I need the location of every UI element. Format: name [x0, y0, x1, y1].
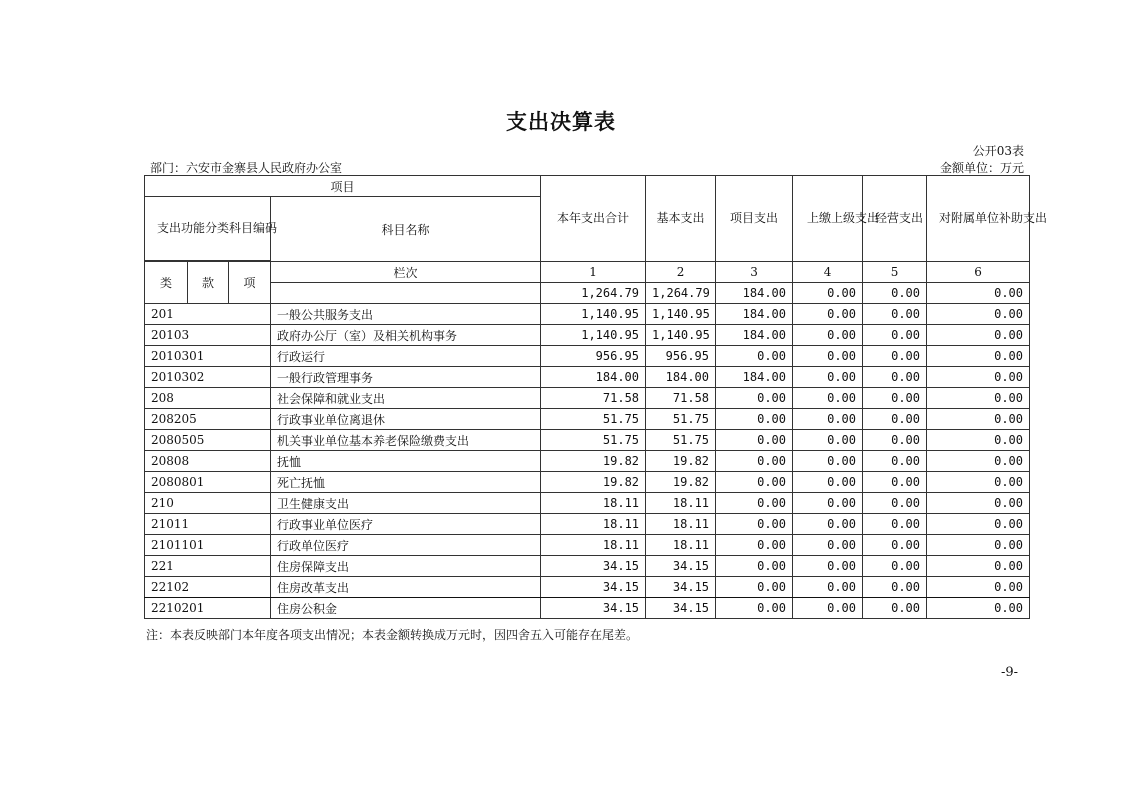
- document-title: 支出决算表: [506, 110, 616, 134]
- row-value: 0.00: [793, 535, 863, 556]
- page-number: -9-: [1000, 665, 1018, 680]
- row-value: 71.58: [646, 388, 716, 409]
- row-value: 0.00: [927, 304, 1030, 325]
- row-value: 0.00: [927, 451, 1030, 472]
- col-number-5: 5: [863, 262, 927, 283]
- row-value: 0.00: [793, 493, 863, 514]
- row-value: 0.00: [863, 388, 927, 409]
- row-name: 住房公积金: [271, 598, 541, 619]
- row-code: 2210201: [145, 598, 271, 619]
- row-value: 34.15: [646, 556, 716, 577]
- row-value: 0.00: [927, 577, 1030, 598]
- header-subsidy: 对附属单位补助支出: [927, 176, 1030, 262]
- header-xiang: 项: [229, 262, 271, 304]
- row-code: 208205: [145, 409, 271, 430]
- row-value: 0.00: [863, 367, 927, 388]
- row-name: 行政事业单位离退休: [271, 409, 541, 430]
- row-value: 34.15: [646, 577, 716, 598]
- table-row: [145, 409, 1030, 430]
- row-name: 行政运行: [271, 346, 541, 367]
- total-row: [145, 283, 1030, 304]
- table-row: [145, 556, 1030, 577]
- row-value: 0.00: [793, 451, 863, 472]
- row-value: 0.00: [793, 409, 863, 430]
- row-value: 0.00: [927, 325, 1030, 346]
- row-value: 0.00: [863, 598, 927, 619]
- row-value: 0.00: [927, 346, 1030, 367]
- row-code: 208: [145, 388, 271, 409]
- total-cell: 0.00: [927, 283, 1030, 304]
- header-kuan: 款: [188, 262, 229, 304]
- row-value: 0.00: [927, 556, 1030, 577]
- row-value: 0.00: [716, 430, 793, 451]
- row-name: 行政事业单位医疗: [271, 514, 541, 535]
- row-code: 221: [145, 556, 271, 577]
- row-value: 51.75: [541, 409, 646, 430]
- row-value: 0.00: [793, 430, 863, 451]
- header-code-group: 支出功能分类科目编码: [145, 197, 271, 261]
- row-code: 2010302: [145, 367, 271, 388]
- row-value: 0.00: [793, 577, 863, 598]
- footnote: 注：本表反映部门本年度各项支出情况；本表金额转换成万元时，因四舍五入可能存在尾差。: [146, 628, 639, 642]
- row-value: 0.00: [863, 409, 927, 430]
- row-value: 0.00: [863, 346, 927, 367]
- row-value: 0.00: [793, 346, 863, 367]
- col-number-3: 3: [716, 262, 793, 283]
- header-lanci: 栏次: [271, 262, 541, 283]
- row-value: 0.00: [927, 493, 1030, 514]
- row-value: 0.00: [793, 304, 863, 325]
- row-value: 0.00: [863, 577, 927, 598]
- row-value: 34.15: [541, 577, 646, 598]
- row-value: 0.00: [793, 514, 863, 535]
- row-value: 18.11: [541, 514, 646, 535]
- row-value: 956.95: [541, 346, 646, 367]
- table-row: [145, 325, 1030, 346]
- row-name: 抚恤: [271, 451, 541, 472]
- row-value: 0.00: [927, 430, 1030, 451]
- row-value: 18.11: [541, 493, 646, 514]
- total-cell: 1,264.79: [541, 283, 646, 304]
- table-row: [145, 514, 1030, 535]
- table-row: [145, 367, 1030, 388]
- row-value: 184.00: [646, 367, 716, 388]
- row-value: 0.00: [863, 430, 927, 451]
- row-name: 社会保障和就业支出: [271, 388, 541, 409]
- table-row: [145, 598, 1030, 619]
- table-row: [145, 472, 1030, 493]
- row-value: 19.82: [646, 451, 716, 472]
- row-code: 20103: [145, 325, 271, 346]
- row-name: 机关事业单位基本养老保险缴费支出: [271, 430, 541, 451]
- header-upper: 上缴上级支出: [793, 176, 863, 262]
- table-row: [145, 346, 1030, 367]
- row-value: 0.00: [716, 409, 793, 430]
- row-value: 956.95: [646, 346, 716, 367]
- row-value: 18.11: [646, 514, 716, 535]
- row-value: 18.11: [646, 493, 716, 514]
- row-name: 一般公共服务支出: [271, 304, 541, 325]
- row-code: 2080801: [145, 472, 271, 493]
- row-value: 0.00: [863, 325, 927, 346]
- table-row: [145, 493, 1030, 514]
- table-row: [145, 451, 1030, 472]
- row-name: 政府办公厅（室）及相关机构事务: [271, 325, 541, 346]
- row-value: 0.00: [716, 598, 793, 619]
- row-code: 2010301: [145, 346, 271, 367]
- total-cell: 1,264.79: [646, 283, 716, 304]
- row-value: 0.00: [716, 535, 793, 556]
- row-value: 0.00: [793, 472, 863, 493]
- total-name: [271, 283, 541, 304]
- row-name: 卫生健康支出: [271, 493, 541, 514]
- department-label: 部门：六安市金寨县人民政府办公室: [150, 161, 343, 175]
- row-value: 19.82: [541, 472, 646, 493]
- row-name: 死亡抚恤: [271, 472, 541, 493]
- row-value: 18.11: [646, 535, 716, 556]
- header-total: 本年支出合计: [541, 176, 646, 262]
- row-code: 201: [145, 304, 271, 325]
- row-value: 0.00: [793, 598, 863, 619]
- table-row: [145, 535, 1030, 556]
- row-value: 184.00: [541, 367, 646, 388]
- row-value: 0.00: [716, 556, 793, 577]
- row-value: 0.00: [716, 472, 793, 493]
- row-value: 0.00: [863, 556, 927, 577]
- row-value: 0.00: [927, 409, 1030, 430]
- total-cell: 0.00: [863, 283, 927, 304]
- row-code: 2101101: [145, 535, 271, 556]
- row-value: 51.75: [646, 409, 716, 430]
- row-value: 0.00: [927, 535, 1030, 556]
- row-value: 184.00: [716, 304, 793, 325]
- row-value: 0.00: [863, 535, 927, 556]
- row-value: 0.00: [927, 472, 1030, 493]
- row-code: 22102: [145, 577, 271, 598]
- table-row: [145, 577, 1030, 598]
- row-value: 184.00: [716, 367, 793, 388]
- row-value: 1,140.95: [646, 304, 716, 325]
- total-cell: 0.00: [793, 283, 863, 304]
- expenditure-table: [144, 175, 1048, 619]
- header-name: 科目名称: [271, 197, 541, 262]
- row-value: 19.82: [646, 472, 716, 493]
- row-value: 19.82: [541, 451, 646, 472]
- table-row: [145, 304, 1030, 325]
- row-value: 1,140.95: [541, 325, 646, 346]
- row-value: 0.00: [863, 472, 927, 493]
- col-number-1: 1: [541, 262, 646, 283]
- header-business: 经营支出: [863, 176, 927, 262]
- row-value: 0.00: [793, 325, 863, 346]
- row-value: 0.00: [863, 514, 927, 535]
- row-value: 0.00: [863, 304, 927, 325]
- row-code: 21011: [145, 514, 271, 535]
- row-value: 0.00: [863, 493, 927, 514]
- row-value: 1,140.95: [541, 304, 646, 325]
- row-value: 51.75: [541, 430, 646, 451]
- header-basic: 基本支出: [646, 176, 716, 262]
- row-value: 0.00: [927, 514, 1030, 535]
- row-code: 2080505: [145, 430, 271, 451]
- row-value: 0.00: [716, 514, 793, 535]
- row-name: 住房改革支出: [271, 577, 541, 598]
- row-value: 0.00: [927, 388, 1030, 409]
- row-value: 0.00: [863, 451, 927, 472]
- total-cell: 184.00: [716, 283, 793, 304]
- row-value: 0.00: [716, 346, 793, 367]
- form-code: 公开03表: [972, 144, 1024, 158]
- header-lei: 类: [145, 262, 188, 304]
- row-code: 210: [145, 493, 271, 514]
- row-value: 0.00: [927, 367, 1030, 388]
- row-value: 0.00: [716, 493, 793, 514]
- row-value: 18.11: [541, 535, 646, 556]
- col-number-2: 2: [646, 262, 716, 283]
- row-value: 34.15: [646, 598, 716, 619]
- table-row: [145, 430, 1030, 451]
- row-name: 行政单位医疗: [271, 535, 541, 556]
- row-value: 0.00: [716, 577, 793, 598]
- row-value: 0.00: [716, 388, 793, 409]
- row-value: 0.00: [793, 388, 863, 409]
- table-row: [145, 388, 1030, 409]
- row-name: 住房保障支出: [271, 556, 541, 577]
- header-item: 项目: [145, 176, 541, 197]
- row-value: 0.00: [793, 367, 863, 388]
- row-value: 1,140.95: [646, 325, 716, 346]
- row-value: 71.58: [541, 388, 646, 409]
- row-code: 20808: [145, 451, 271, 472]
- row-value: 0.00: [927, 598, 1030, 619]
- header-project: 项目支出: [716, 176, 793, 262]
- row-value: 34.15: [541, 556, 646, 577]
- col-number-4: 4: [793, 262, 863, 283]
- row-value: 51.75: [646, 430, 716, 451]
- row-value: 184.00: [716, 325, 793, 346]
- row-value: 34.15: [541, 598, 646, 619]
- col-number-6: 6: [927, 262, 1030, 283]
- row-value: 0.00: [793, 556, 863, 577]
- unit-label: 金额单位：万元: [939, 161, 1024, 175]
- row-name: 一般行政管理事务: [271, 367, 541, 388]
- row-value: 0.00: [716, 451, 793, 472]
